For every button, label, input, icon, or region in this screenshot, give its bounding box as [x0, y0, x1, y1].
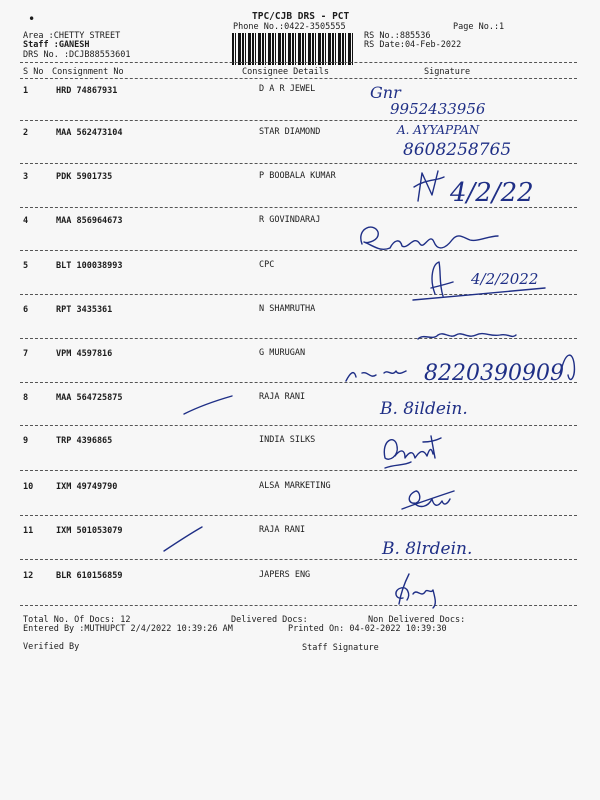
- row-consignee: N SHAMRUTHA: [259, 304, 316, 314]
- signature-11: [380, 530, 520, 560]
- row-consignee: R GOVINDARAJ: [259, 215, 321, 225]
- row-consignee: INDIA SILKS: [259, 435, 316, 445]
- signature-text: 8220390909: [424, 361, 564, 386]
- entered-by: Entered By :MUTHUPCT 2/4/2022 10:39:26 AM: [23, 624, 233, 634]
- signature-9: [375, 428, 465, 474]
- delivered-docs: Delivered Docs:: [231, 615, 308, 625]
- rs-number: RS No.:885536: [364, 31, 431, 41]
- tick-mark: [180, 392, 240, 418]
- row-sno: 12: [23, 571, 34, 581]
- row-sno: 7: [23, 349, 29, 359]
- row-sno: 9: [23, 436, 29, 446]
- row-consignee: P BOOBALA KUMAR: [259, 171, 336, 181]
- divider: [20, 605, 577, 606]
- row-consignment: RPT 3435361: [56, 305, 113, 315]
- signature-8: [378, 392, 528, 422]
- row-sno: 11: [23, 526, 34, 536]
- signature-4: [350, 218, 510, 258]
- col-header-consignment: Consignment No: [52, 67, 124, 77]
- row-consignment: VPM 4597816: [56, 349, 113, 359]
- divider: [20, 425, 577, 426]
- divider: [20, 515, 577, 516]
- row-consignment: HRD 74867931: [56, 86, 118, 96]
- tick-mark: [160, 525, 210, 555]
- row-sno: 8: [23, 393, 29, 403]
- bullet-mark: •: [28, 12, 36, 26]
- row-consignment: TRP 4396865: [56, 436, 113, 446]
- row-sno: 4: [23, 216, 29, 226]
- total-docs: Total No. Of Docs: 12: [23, 615, 131, 625]
- signature-10: [398, 485, 468, 517]
- signature-text: B. 8lrdein.: [382, 539, 473, 559]
- row-consignment: IXM 49749790: [56, 482, 118, 492]
- rs-date: RS Date:04-Feb-2022: [364, 40, 462, 50]
- row-sno: 2: [23, 128, 29, 138]
- signature-12: [385, 570, 455, 610]
- divider: [20, 470, 577, 471]
- row-consignee: CPC: [259, 260, 275, 270]
- row-consignee: ALSA MARKETING: [259, 481, 331, 491]
- row-sno: 10: [23, 482, 34, 492]
- signature-text: 4/2/2022: [471, 270, 539, 288]
- col-header-consignee: Consignee Details: [242, 67, 329, 77]
- printed-on: Printed On: 04-02-2022 10:39:30: [288, 624, 447, 634]
- signature-text: 9952433956: [390, 100, 486, 118]
- row-consignment: PDK 5901735: [56, 172, 113, 182]
- col-header-signature: Signature: [424, 67, 471, 77]
- row-sno: 3: [23, 172, 29, 182]
- row-consignee: G MURUGAN: [259, 348, 306, 358]
- signature-1: [370, 80, 520, 122]
- row-consignment: MAA 564725875: [56, 393, 123, 403]
- row-consignee: RAJA RANI: [259, 392, 306, 402]
- signature-3: [410, 165, 540, 215]
- drs-number: DRS No. :DCJB88553601: [23, 50, 131, 60]
- document-title: TPC/CJB DRS - PCT: [252, 11, 350, 22]
- row-sno: 1: [23, 86, 29, 96]
- signature-text: A. AYYAPPAN: [397, 123, 480, 137]
- row-consignee: JAPERS ENG: [259, 570, 311, 580]
- row-consignment: MAA 562473104: [56, 128, 123, 138]
- row-consignment: BLR 610156859: [56, 571, 123, 581]
- barcode: [232, 33, 353, 65]
- signature-2: [395, 120, 545, 164]
- staff-field: Staff :GANESH: [23, 40, 90, 50]
- non-delivered-docs: Non Delivered Docs:: [368, 615, 466, 625]
- row-sno: 6: [23, 305, 29, 315]
- row-consignee: STAR DIAMOND: [259, 127, 321, 137]
- staff-signature-label: Staff Signature: [302, 643, 379, 653]
- row-consignee: RAJA RANI: [259, 525, 306, 535]
- area-field: Area :CHETTY STREET: [23, 31, 121, 41]
- signature-7: [340, 325, 580, 395]
- phone-number: Phone No.:0422-3505555: [233, 22, 346, 32]
- row-consignment: BLT 100038993: [56, 261, 123, 271]
- signature-text: B. 8ildein.: [380, 399, 468, 419]
- divider: [20, 62, 577, 63]
- signature-text: 8608258765: [403, 140, 512, 160]
- row-consignee: D A R JEWEL: [259, 84, 316, 94]
- signature-text: 4/2/22: [450, 178, 534, 208]
- col-header-sno: S No: [23, 67, 44, 77]
- verified-by: Verified By: [23, 642, 80, 652]
- row-sno: 5: [23, 261, 29, 271]
- signature-5: [405, 258, 555, 303]
- row-consignment: MAA 856964673: [56, 216, 123, 226]
- row-consignment: IXM 501053079: [56, 526, 123, 536]
- divider: [20, 78, 577, 79]
- signature-text: Gnr: [370, 83, 401, 102]
- page-number: Page No.:1: [453, 22, 505, 32]
